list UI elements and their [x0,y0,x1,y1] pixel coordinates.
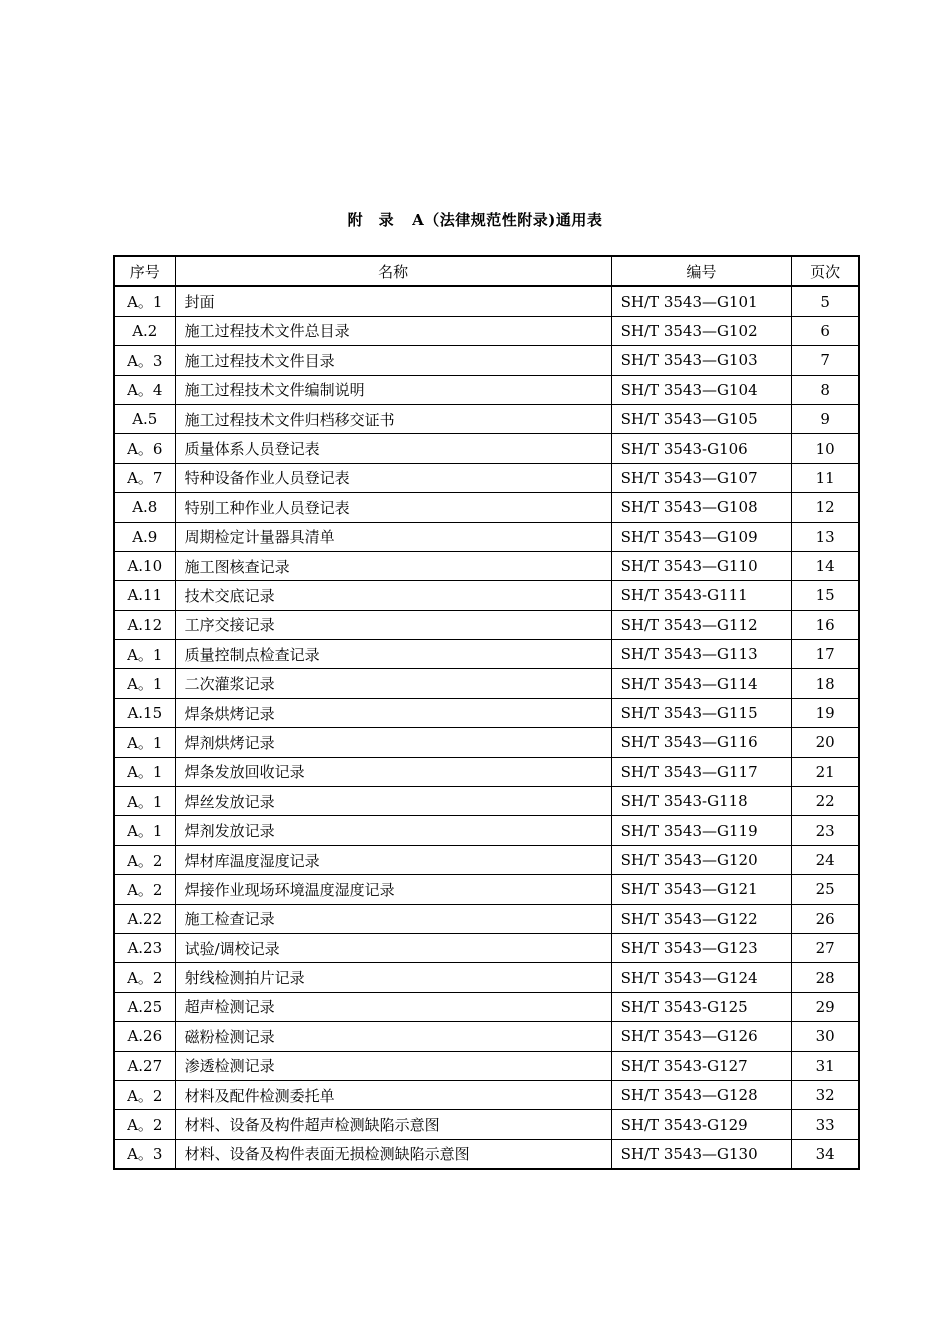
table-row [114,346,859,375]
cell-seq: A.27 [114,1051,175,1080]
cell-seq: A.8 [114,493,175,522]
cell-page: 21 [792,757,859,786]
cell-name: 材料、设备及构件超声检测缺陷示意图 [175,1110,611,1139]
cell-code: SH/T 3543—G119 [611,816,792,845]
cell-code: SH/T 3543—G107 [611,463,792,492]
cell-name: 材料、设备及构件表面无损检测缺陷示意图 [175,1139,611,1169]
cell-code: SH/T 3543—G117 [611,757,792,786]
cell-seq: A.23 [114,933,175,962]
cell-page: 31 [792,1051,859,1080]
cell-code: SH/T 3543—G105 [611,404,792,433]
cell-code: SH/T 3543-G129 [611,1110,792,1139]
table-row [114,640,859,669]
cell-name: 焊接作业现场环境温度湿度记录 [175,875,611,904]
cell-name: 质量控制点检查记录 [175,640,611,669]
cell-page: 6 [792,316,859,345]
cell-page: 19 [792,698,859,727]
cell-name: 周期检定计量器具清单 [175,522,611,551]
cell-code: SH/T 3543—G126 [611,1022,792,1051]
cell-name: 技术交底记录 [175,581,611,610]
cell-name: 磁粉检测记录 [175,1022,611,1051]
header-code: 编号 [611,256,792,286]
cell-seq: A。1 [114,640,175,669]
cell-name: 施工过程技术文件总目录 [175,316,611,345]
cell-code: SH/T 3543—G102 [611,316,792,345]
page-title [0,209,950,230]
cell-name: 焊丝发放记录 [175,787,611,816]
cell-name: 材料及配件检测委托单 [175,1080,611,1109]
cell-seq: A.26 [114,1022,175,1051]
cell-code: SH/T 3543—G122 [611,904,792,933]
table-row [114,787,859,816]
cell-page: 12 [792,493,859,522]
table-row [114,875,859,904]
cell-code: SH/T 3543—G113 [611,640,792,669]
table-row [114,1080,859,1109]
cell-code: SH/T 3543—G104 [611,375,792,404]
cell-seq: A。6 [114,434,175,463]
cell-page: 16 [792,610,859,639]
cell-seq: A。2 [114,1080,175,1109]
cell-code: SH/T 3543-G106 [611,434,792,463]
cell-code: SH/T 3543-G111 [611,581,792,610]
cell-page: 10 [792,434,859,463]
table-row [114,1110,859,1139]
cell-page: 27 [792,933,859,962]
cell-name: 焊剂烘烤记录 [175,728,611,757]
table-row [114,1139,859,1169]
title-part2: A（法律规范性附录)通用表 [412,211,603,229]
cell-page: 24 [792,845,859,874]
table-row [114,963,859,992]
cell-name: 二次灌浆记录 [175,669,611,698]
cell-name: 施工图核查记录 [175,551,611,580]
cell-code: SH/T 3543—G116 [611,728,792,757]
table-row [114,728,859,757]
table-row [114,1022,859,1051]
cell-page: 32 [792,1080,859,1109]
cell-page: 29 [792,992,859,1021]
cell-code: SH/T 3543—G124 [611,963,792,992]
cell-code: SH/T 3543—G101 [611,286,792,316]
cell-seq: A。7 [114,463,175,492]
cell-code: SH/T 3543—G128 [611,1080,792,1109]
cell-seq: A。2 [114,963,175,992]
cell-page: 15 [792,581,859,610]
table-row [114,845,859,874]
cell-name: 射线检测拍片记录 [175,963,611,992]
cell-page: 22 [792,787,859,816]
cell-name: 施工检查记录 [175,904,611,933]
cell-code: SH/T 3543—G121 [611,875,792,904]
table-row [114,698,859,727]
cell-code: SH/T 3543-G118 [611,787,792,816]
cell-seq: A。4 [114,375,175,404]
table-row [114,757,859,786]
cell-seq: A.10 [114,551,175,580]
table-row [114,816,859,845]
cell-seq: A。2 [114,1110,175,1139]
cell-code: SH/T 3543—G110 [611,551,792,580]
cell-seq: A。2 [114,845,175,874]
cell-name: 质量体系人员登记表 [175,434,611,463]
table-row [114,463,859,492]
cell-name: 特别工种作业人员登记表 [175,493,611,522]
cell-name: 焊材库温度湿度记录 [175,845,611,874]
table-row [114,992,859,1021]
cell-seq: A.15 [114,698,175,727]
cell-code: SH/T 3543-G127 [611,1051,792,1080]
cell-page: 11 [792,463,859,492]
table-row [114,493,859,522]
cell-name: 焊剂发放记录 [175,816,611,845]
table-row [114,610,859,639]
header-seq: 序号 [114,256,175,286]
cell-page: 20 [792,728,859,757]
cell-seq: A.25 [114,992,175,1021]
cell-page: 18 [792,669,859,698]
cell-seq: A。3 [114,1139,175,1169]
table-row [114,375,859,404]
cell-page: 9 [792,404,859,433]
cell-name: 施工过程技术文件编制说明 [175,375,611,404]
cell-seq: A.9 [114,522,175,551]
cell-code: SH/T 3543—G120 [611,845,792,874]
table-row [114,404,859,433]
title-part1: 附 录 [347,211,395,229]
cell-page: 25 [792,875,859,904]
cell-code: SH/T 3543—G112 [611,610,792,639]
cell-seq: A.22 [114,904,175,933]
cell-name: 施工过程技术文件归档移交证书 [175,404,611,433]
table-row [114,434,859,463]
cell-name: 工序交接记录 [175,610,611,639]
cell-name: 焊条烘烤记录 [175,698,611,727]
cell-seq: A。1 [114,728,175,757]
cell-code: SH/T 3543—G115 [611,698,792,727]
header-page: 页次 [792,256,859,286]
header-row [114,256,859,286]
cell-code: SH/T 3543—G123 [611,933,792,962]
cell-page: 5 [792,286,859,316]
cell-page: 17 [792,640,859,669]
cell-code: SH/T 3543—G109 [611,522,792,551]
cell-page: 34 [792,1139,859,1169]
table-row [114,581,859,610]
cell-seq: A。1 [114,669,175,698]
cell-name: 渗透检测记录 [175,1051,611,1080]
table-row [114,669,859,698]
cell-seq: A.5 [114,404,175,433]
cell-seq: A.2 [114,316,175,345]
cell-seq: A。1 [114,787,175,816]
table-row [114,904,859,933]
cell-seq: A。1 [114,286,175,316]
table-row [114,933,859,962]
cell-page: 30 [792,1022,859,1051]
toc-table-body [114,286,859,1169]
cell-seq: A.12 [114,610,175,639]
cell-name: 超声检测记录 [175,992,611,1021]
table-row [114,286,859,316]
toc-table [113,255,860,1170]
cell-code: SH/T 3543—G114 [611,669,792,698]
cell-name: 特种设备作业人员登记表 [175,463,611,492]
cell-name: 试验/调校记录 [175,933,611,962]
cell-code: SH/T 3543-G125 [611,992,792,1021]
cell-seq: A。3 [114,346,175,375]
cell-page: 33 [792,1110,859,1139]
cell-name: 施工过程技术文件目录 [175,346,611,375]
cell-name: 焊条发放回收记录 [175,757,611,786]
cell-seq: A。2 [114,875,175,904]
table-row [114,551,859,580]
cell-code: SH/T 3543—G108 [611,493,792,522]
cell-code: SH/T 3543—G103 [611,346,792,375]
table-row [114,316,859,345]
cell-name: 封面 [175,286,611,316]
cell-code: SH/T 3543—G130 [611,1139,792,1169]
cell-seq: A。1 [114,816,175,845]
cell-page: 26 [792,904,859,933]
toc-table-header [114,256,859,286]
header-name: 名称 [175,256,611,286]
cell-page: 23 [792,816,859,845]
cell-seq: A。1 [114,757,175,786]
cell-page: 13 [792,522,859,551]
cell-page: 28 [792,963,859,992]
cell-seq: A.11 [114,581,175,610]
table-row [114,522,859,551]
table-row [114,1051,859,1080]
cell-page: 8 [792,375,859,404]
cell-page: 14 [792,551,859,580]
cell-page: 7 [792,346,859,375]
